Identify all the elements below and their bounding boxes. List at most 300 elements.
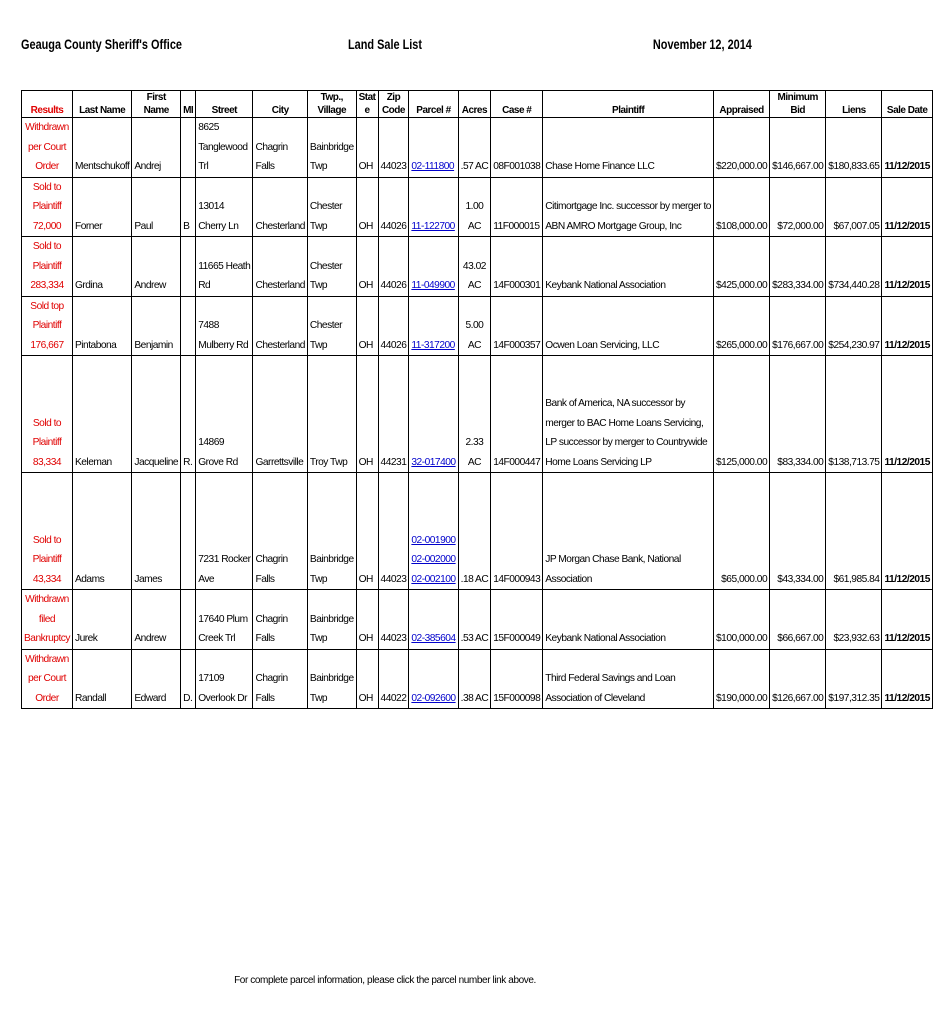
state-text: OH	[358, 161, 373, 172]
table-row	[22, 590, 933, 650]
state-text: OH	[358, 633, 373, 644]
cell-plaintiff	[543, 177, 714, 237]
cell-mi	[181, 118, 196, 178]
cell-acres	[458, 356, 491, 473]
cell-case	[491, 473, 543, 590]
minbid-text: $43,334.00	[777, 573, 824, 585]
column-header-state	[356, 91, 378, 118]
acres-text: .18 AC	[460, 573, 489, 585]
saledate-text: 11/12/2015	[884, 220, 930, 232]
cell-case	[491, 296, 543, 356]
plaintiff-text: Home Loans Servicing LP	[545, 456, 652, 468]
results-text: Order	[35, 692, 59, 704]
case-text: 15F000049	[493, 633, 541, 644]
cell-case	[491, 177, 543, 237]
street-text: Overlook Dr	[198, 692, 248, 704]
cell-mi	[181, 237, 196, 297]
cell-acres	[458, 177, 491, 237]
column-header-plaintiff	[543, 91, 714, 118]
zip-text: 44023	[380, 161, 407, 172]
minbid-text: $66,667.00	[777, 633, 824, 644]
column-header-zip	[378, 91, 409, 118]
cell-case	[491, 590, 543, 650]
plaintiff-text: Citimortgage Inc. successor by merger to	[545, 201, 711, 212]
cell-minbid	[770, 296, 826, 356]
parcel-link[interactable]: 02-001900	[411, 534, 456, 546]
street-text: Grove Rd	[198, 456, 238, 468]
cell-saledate	[882, 590, 932, 650]
column-header-results	[22, 91, 73, 118]
acres-text: AC	[467, 220, 481, 232]
table-body	[22, 118, 933, 709]
cell-saledate	[882, 118, 932, 178]
street-text: Trl	[198, 161, 209, 172]
first-text: Benjamin	[134, 339, 173, 351]
last-text: Grdina	[74, 280, 103, 291]
state-text: OH	[358, 339, 373, 351]
cell-parcel	[409, 118, 458, 178]
last-text: Mentschukoff	[74, 161, 130, 172]
state-text: OH	[358, 573, 373, 585]
acres-text: .38 AC	[460, 692, 489, 704]
results-text: Withdrawn	[25, 122, 69, 133]
table-row	[22, 237, 933, 297]
column-header-first	[132, 91, 181, 118]
cell-mi	[181, 649, 196, 709]
cell-results	[22, 356, 73, 473]
cell-twp	[307, 296, 356, 356]
column-header-text: Code	[381, 105, 405, 116]
minbid-text: $146,667.00	[772, 161, 824, 172]
cell-plaintiff	[543, 118, 714, 178]
parcel-link[interactable]: 02-111800	[411, 161, 455, 172]
case-text: 11F000015	[493, 220, 540, 232]
city-text: Chagrin	[255, 141, 288, 153]
cell-parcel	[409, 356, 458, 473]
liens-text: $197,312.35	[828, 692, 880, 704]
column-header-text: Last Name	[79, 105, 126, 116]
land-sale-table	[21, 90, 933, 709]
cell-first	[132, 118, 181, 178]
cell-twp	[307, 118, 356, 178]
cell-street	[196, 473, 253, 590]
cell-case	[491, 237, 543, 297]
cell-state	[356, 118, 378, 178]
acres-text: AC	[467, 339, 481, 351]
cell-liens	[826, 296, 882, 356]
cell-saledate	[882, 473, 932, 590]
cell-state	[356, 296, 378, 356]
cell-plaintiff	[543, 356, 714, 473]
acres-text: .53 AC	[460, 633, 489, 644]
cell-city	[253, 356, 307, 473]
appraised-text: $108,000.00	[715, 220, 768, 232]
table-row	[22, 356, 933, 473]
acres-text: AC	[467, 280, 481, 291]
table-row	[22, 649, 933, 709]
cell-street	[196, 177, 253, 237]
results-text: Sold to	[32, 417, 62, 429]
cell-first	[132, 356, 181, 473]
column-header-appraised	[713, 91, 769, 118]
cell-first	[132, 590, 181, 650]
column-header-liens	[826, 91, 882, 118]
city-text: Falls	[255, 633, 275, 644]
column-header-text: Street	[211, 105, 238, 116]
liens-text: $734,440.28	[828, 280, 880, 291]
first-text: Jacqueline	[134, 456, 179, 468]
cell-state	[356, 649, 378, 709]
acres-text: 2.33	[465, 437, 484, 448]
table-header-row	[22, 91, 933, 118]
cell-state	[356, 473, 378, 590]
cell-parcel	[409, 237, 458, 297]
cell-appraised	[713, 118, 769, 178]
twp-text: Bainbridge	[309, 673, 354, 684]
twp-text: Twp	[309, 161, 328, 172]
results-text: 43,334	[32, 573, 62, 585]
results-text: Plaintiff	[32, 320, 62, 331]
cell-acres	[458, 473, 491, 590]
saledate-text: 11/12/2015	[884, 161, 930, 172]
city-text: Falls	[255, 573, 275, 585]
last-text: Keleman	[74, 456, 112, 468]
cell-liens	[826, 177, 882, 237]
cell-appraised	[713, 177, 769, 237]
street-text: 14869	[198, 437, 225, 448]
cell-appraised	[713, 237, 769, 297]
parcel-link[interactable]: 11-122700	[411, 220, 455, 232]
column-header-minbid	[770, 91, 826, 118]
cell-acres	[458, 118, 491, 178]
cell-plaintiff	[543, 237, 714, 297]
appraised-text: $220,000.00	[715, 161, 768, 172]
cell-city	[253, 649, 307, 709]
city-text: Chesterland	[255, 220, 305, 232]
cell-twp	[307, 356, 356, 473]
city-text: Chesterland	[255, 339, 305, 351]
cell-twp	[307, 649, 356, 709]
plaintiff-text: Keybank National Association	[545, 280, 666, 291]
parcel-link[interactable]: 11-317200	[411, 339, 455, 351]
last-text: Adams	[74, 573, 105, 585]
cell-state	[356, 237, 378, 297]
cell-first	[132, 177, 181, 237]
cell-case	[491, 649, 543, 709]
cell-results	[22, 649, 73, 709]
city-text: Falls	[255, 161, 275, 172]
acres-text: 43.02	[462, 260, 486, 272]
results-text: per Court	[28, 673, 66, 684]
column-header-text: Village	[317, 105, 347, 116]
results-text: per Court	[28, 141, 66, 153]
first-text: James	[134, 573, 162, 585]
office-name: Geauga County Sheriff's Office	[21, 36, 182, 52]
cell-last	[72, 356, 131, 473]
plaintiff-text: ABN AMRO Mortgage Group, Inc	[545, 220, 682, 232]
column-header-text: Bid	[790, 105, 806, 116]
street-text: Creek Trl	[198, 633, 236, 644]
plaintiff-text: Ocwen Loan Servicing, LLC	[545, 339, 660, 351]
plaintiff-text: Chase Home Finance LLC	[545, 161, 655, 172]
case-text: 08F001038	[493, 161, 541, 172]
plaintiff-text: LP successor by merger to Countrywide	[545, 437, 708, 448]
results-text: 83,334	[32, 456, 62, 468]
results-text: Plaintiff	[32, 201, 62, 212]
twp-text: Bainbridge	[309, 613, 354, 625]
state-text: OH	[358, 280, 373, 291]
cell-last	[72, 177, 131, 237]
cell-city	[253, 590, 307, 650]
cell-city	[253, 118, 307, 178]
twp-text: Troy Twp	[309, 456, 348, 468]
cell-saledate	[882, 237, 932, 297]
cell-street	[196, 237, 253, 297]
city-text: Chagrin	[255, 613, 288, 625]
cell-case	[491, 118, 543, 178]
cell-saledate	[882, 296, 932, 356]
minbid-text: $83,334.00	[777, 456, 824, 468]
cell-appraised	[713, 590, 769, 650]
column-header-text: Acres	[461, 105, 488, 116]
column-header-saledate	[882, 91, 932, 118]
cell-first	[132, 473, 181, 590]
saledate-text: 11/12/2015	[884, 280, 930, 291]
page-title: Land Sale List	[347, 36, 423, 52]
minbid-text: $176,667.00	[772, 339, 824, 351]
plaintiff-text: JP Morgan Chase Bank, National	[545, 554, 681, 565]
twp-text: Bainbridge	[309, 141, 354, 153]
parcel-link[interactable]: 02-092600	[411, 692, 456, 704]
cell-liens	[826, 590, 882, 650]
appraised-text: $125,000.00	[715, 456, 768, 468]
column-header-text: e	[364, 105, 370, 116]
cell-results	[22, 177, 73, 237]
cell-first	[132, 296, 181, 356]
cell-state	[356, 177, 378, 237]
cell-saledate	[882, 177, 932, 237]
street-text: 13014	[198, 201, 225, 212]
cell-street	[196, 296, 253, 356]
cell-plaintiff	[543, 296, 714, 356]
mi-text: D.	[183, 692, 193, 704]
acres-text: 5.00	[465, 320, 484, 331]
street-text: 7488	[198, 320, 219, 331]
first-text: Edward	[134, 692, 166, 704]
street-text: Tanglewood	[198, 141, 248, 153]
cell-liens	[826, 356, 882, 473]
cell-mi	[181, 356, 196, 473]
zip-text: 44026	[380, 339, 407, 351]
cell-zip	[378, 590, 409, 650]
mi-text: R.	[183, 456, 193, 468]
case-text: 14F000357	[493, 339, 541, 351]
plaintiff-text: Association of Cleveland	[545, 692, 645, 704]
zip-text: 44231	[380, 456, 407, 468]
cell-results	[22, 296, 73, 356]
city-text: Garrettsville	[255, 456, 304, 468]
minbid-text: $72,000.00	[777, 220, 824, 232]
zip-text: 44023	[380, 633, 407, 644]
case-text: 14F000943	[493, 573, 541, 585]
results-text: Plaintiff	[32, 554, 62, 565]
acres-text: .57 AC	[460, 161, 489, 172]
cell-minbid	[770, 590, 826, 650]
cell-street	[196, 649, 253, 709]
column-header-text: Case #	[502, 105, 532, 116]
cell-minbid	[770, 649, 826, 709]
results-text: filed	[38, 613, 56, 625]
city-text: Falls	[255, 692, 275, 704]
twp-text: Twp	[309, 692, 328, 704]
plaintiff-text: Association	[545, 573, 592, 585]
results-text: 176,667	[30, 339, 64, 351]
saledate-text: 11/12/2015	[884, 573, 930, 585]
results-text: Withdrawn	[25, 594, 69, 605]
cell-last	[72, 473, 131, 590]
cell-minbid	[770, 177, 826, 237]
cell-plaintiff	[543, 473, 714, 590]
first-text: Andrew	[134, 280, 166, 291]
table-row	[22, 118, 933, 178]
zip-text: 44023	[380, 573, 407, 585]
twp-text: Chester	[309, 320, 343, 331]
cell-acres	[458, 296, 491, 356]
twp-text: Twp	[309, 339, 328, 351]
plaintiff-text: Third Federal Savings and Loan	[545, 673, 676, 684]
cell-city	[253, 237, 307, 297]
results-text: Sold top	[30, 300, 64, 312]
cell-last	[72, 237, 131, 297]
first-text: Andrew	[134, 633, 166, 644]
results-text: Sold to	[32, 241, 62, 252]
cell-city	[253, 177, 307, 237]
acres-text: 1.00	[465, 201, 484, 212]
appraised-text: $100,000.00	[715, 633, 768, 644]
column-header-text: Liens	[842, 105, 866, 116]
case-text: 14F000301	[493, 280, 541, 291]
appraised-text: $425,000.00	[715, 280, 768, 291]
zip-text: 44026	[380, 280, 407, 291]
cell-acres	[458, 590, 491, 650]
column-header-text: Results	[30, 105, 64, 116]
column-header-mi	[181, 91, 196, 118]
cell-twp	[307, 177, 356, 237]
cell-saledate	[882, 649, 932, 709]
state-text: OH	[358, 220, 373, 232]
twp-text: Twp	[309, 220, 328, 232]
city-text: Chagrin	[255, 673, 288, 684]
column-header-street	[196, 91, 253, 118]
cell-street	[196, 590, 253, 650]
cell-first	[132, 649, 181, 709]
table-row	[22, 473, 933, 590]
cell-mi	[181, 296, 196, 356]
cell-city	[253, 473, 307, 590]
case-text: 14F000447	[493, 456, 541, 468]
last-text: Forner	[74, 220, 102, 232]
cell-zip	[378, 649, 409, 709]
state-text: OH	[358, 456, 373, 468]
cell-zip	[378, 296, 409, 356]
cell-twp	[307, 237, 356, 297]
cell-parcel	[409, 590, 458, 650]
cell-parcel	[409, 473, 458, 590]
case-text: 15F000098	[493, 692, 541, 704]
appraised-text: $265,000.00	[715, 339, 768, 351]
street-text: 11665 Heath	[198, 260, 251, 272]
report-date: November 12, 2014	[653, 36, 752, 52]
minbid-text: $126,667.00	[772, 692, 824, 704]
first-text: Andrej	[134, 161, 161, 172]
cell-street	[196, 356, 253, 473]
mi-text: B	[183, 220, 190, 232]
parcel-link[interactable]: 02-385604	[411, 633, 456, 644]
twp-text: Twp	[309, 633, 328, 644]
liens-text: $67,007.05	[833, 220, 880, 232]
cell-acres	[458, 237, 491, 297]
results-text: 72,000	[32, 220, 62, 232]
cell-mi	[181, 473, 196, 590]
parcel-link[interactable]: 02-002100	[411, 573, 456, 585]
saledate-text: 11/12/2015	[884, 456, 930, 468]
plaintiff-text: merger to BAC Home Loans Servicing,	[545, 417, 704, 429]
street-text: 17640 Plum	[198, 613, 248, 625]
appraised-text: $65,000.00	[721, 573, 768, 585]
cell-plaintiff	[543, 590, 714, 650]
column-header-last	[72, 91, 131, 118]
column-header-text: Minimum	[777, 92, 818, 103]
results-text: Order	[35, 161, 59, 172]
column-header-case	[491, 91, 543, 118]
cell-minbid	[770, 118, 826, 178]
cell-results	[22, 473, 73, 590]
cell-results	[22, 118, 73, 178]
parcel-link[interactable]: 02-002000	[411, 554, 456, 565]
column-header-city	[253, 91, 307, 118]
cell-zip	[378, 473, 409, 590]
last-text: Jurek	[74, 633, 98, 644]
column-header-text: Twp.,	[320, 92, 343, 103]
cell-zip	[378, 118, 409, 178]
twp-text: Bainbridge	[309, 554, 354, 565]
column-header-acres	[458, 91, 491, 118]
cell-city	[253, 296, 307, 356]
table-row	[22, 296, 933, 356]
cell-zip	[378, 177, 409, 237]
cell-street	[196, 118, 253, 178]
results-text: Sold to	[32, 181, 62, 193]
last-text: Pintabona	[74, 339, 117, 351]
street-text: Ave	[198, 573, 215, 585]
cell-first	[132, 237, 181, 297]
acres-text: AC	[467, 456, 481, 468]
plaintiff-text: Keybank National Association	[545, 633, 666, 644]
cell-last	[72, 649, 131, 709]
parcel-link[interactable]: 32-017400	[411, 456, 456, 468]
zip-text: 44022	[380, 692, 407, 704]
street-text: 17109	[198, 673, 225, 684]
street-text: 7231 Rocker	[198, 554, 251, 565]
cell-acres	[458, 649, 491, 709]
parcel-link[interactable]: 11-049900	[411, 280, 455, 291]
cell-mi	[181, 590, 196, 650]
cell-state	[356, 356, 378, 473]
cell-minbid	[770, 237, 826, 297]
cell-mi	[181, 177, 196, 237]
cell-appraised	[713, 296, 769, 356]
column-header-text: Plaintiff	[612, 105, 645, 116]
